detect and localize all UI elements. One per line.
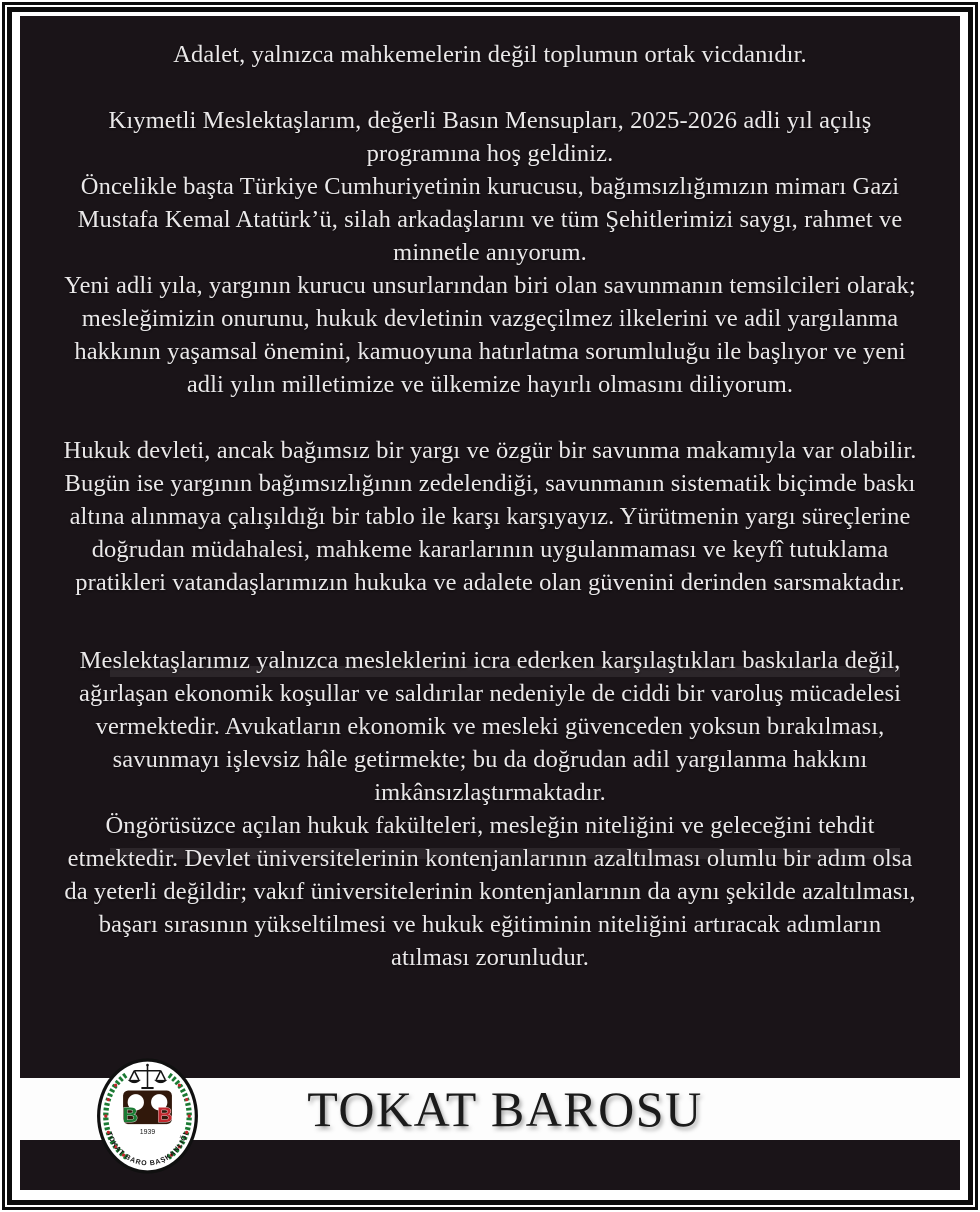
speech-text (20, 16, 960, 974)
speech-paragraph: Adalet, yalnızca mahkemelerin değil toplumun ortak vicdanıdır. (173, 41, 807, 68)
speech-paragraph: Öngörüsüzce açılan hukuk fakülteleri, mesleğin niteliğini ve geleceğini tehdit etmektedir. Devlet üniversitelerinin kontenjanlarının azaltılması olumlu bir adım olsa da yeterli değildir; vakıf üniversitelerinin kontenjanlarının da aynı şekilde azaltılması, başarı sırasının yükseltilmesi ve hukuk eğitiminin niteliğini artıracak adımların atılması zorunludur. (64, 812, 916, 971)
speech-paragraph: Meslektaşlarımız yalnızca mesleklerini icra ederken karşılaştıkları baskılarla değil, ağırlaşan ekonomik koşullar ve saldırılar nedeniyle de ciddi bir varoluş mücadelesi vermektedir. Avukatların ekonomik ve mesleki güvenceden yoksun bırakılması, savunmayı işlevsiz hâle getirmekte; bu da doğrudan adil yargılanma hakkını imkânsızlaştırmaktadır. (79, 647, 901, 806)
monogram-letter-left: B (122, 1103, 138, 1128)
poster-content (20, 16, 960, 1190)
speech-paragraph: Kıymetli Meslektaşlarım, değerli Basın Mensupları, 2025-2026 adli yıl açılış programına hoş geldiniz. (108, 107, 872, 167)
inner-frame (7, 7, 973, 1205)
logo-year: 1939 (139, 1128, 156, 1136)
outer-frame (2, 2, 978, 1210)
speech-paragraph: Yeni adli yıla, yargının kurucu unsurlarından biri olan savunmanın temsilcileri olarak; mesleğimizin onurunu, hukuk devletinin vazgeçilmez ilkelerini ve adil yargılanma hakkının yaşamsal önemini, kamuoyuna hatırlatma sorumluluğu ile başlıyor ve yeni adli yılın milletimize ve ülkemize hayırlı olmasını diliyorum. (64, 272, 916, 398)
monogram-letter-right: B (157, 1103, 173, 1128)
footer-title: TOKAT BAROSU (307, 1081, 703, 1137)
tb-monogram (122, 1091, 172, 1128)
logo-ring-text: TOKAT BARO BAŞKANLIĞI (104, 1131, 191, 1168)
bar-association-logo (96, 1058, 199, 1174)
speech-paragraph: Hukuk devleti, ancak bağımsız bir yargı ve özgür bir savunma makamıyla var olabilir. Bugün ise yargının bağımsızlığının zedelendiği, savunmanın sistematik biçimde baskı altına alınmaya çalışıldığı bir tablo ile karşı karşıyayız. Yürütmenin yargı süreçlerine doğrudan müdahalesi, mahkeme kararlarının uygulanmaması ve keyfî tutuklama pratikleri vatandaşlarımızın hukuka ve adalete olan güvenini derinden sarsmaktadır. (63, 437, 917, 596)
speech-paragraph: Öncelikle başta Türkiye Cumhuriyetinin kurucusu, bağımsızlığımızın mimarı Gazi Mustafa Kemal Atatürk’ü, silah arkadaşlarını ve tüm Şehitlerimizi saygı, rahmet ve minnetle anıyorum. (77, 173, 903, 266)
